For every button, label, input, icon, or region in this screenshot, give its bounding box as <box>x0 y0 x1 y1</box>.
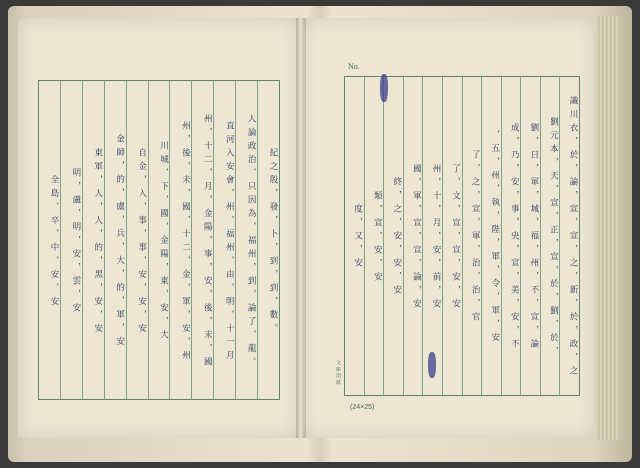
right-column: 劉元本，天，宣，正，宣，於，劉，於， <box>540 77 560 395</box>
left-column: 紀之殷，發，卜，到，到，數。 <box>257 81 279 399</box>
page-edges <box>596 16 620 440</box>
right-column: 類，宣，安，安 <box>364 77 384 395</box>
ink-mark-top <box>380 74 388 102</box>
right-manuscript-grid <box>344 76 580 396</box>
right-column: 成，乃，安，事，央，宣，美，安，不 <box>501 77 521 395</box>
left-manuscript-grid <box>38 80 280 400</box>
book-gutter <box>296 18 306 438</box>
left-column: 直河入安會，州，福州，由，明，十一月 <box>213 81 235 399</box>
grid-count-label: (24×25) <box>350 404 375 411</box>
left-column: 州，十二，月，金陽，事，安，後，未，國 <box>191 81 213 399</box>
right-column: 度，又，安 <box>352 204 363 272</box>
left-column: 川城，下，國，金陽，東，安，大 <box>148 81 170 399</box>
paper-side-mark: 文 庫 用 紙 <box>335 360 341 385</box>
header-mark: No. <box>348 62 360 71</box>
right-column: 終，之，安，安，安 <box>383 77 403 395</box>
left-column: 東軍，人，人，的，黑，安，安 <box>82 81 104 399</box>
right-column: ，五，州，執，陛，軍，令，軍，安 <box>481 77 501 395</box>
right-column: 國，軍，宣，宣，論，安 <box>403 77 423 395</box>
left-column: 州，後，未，國，十二，金，軍，安，州 <box>169 81 191 399</box>
right-column: 劉，日，軍，城，福，州，不，宣，論 <box>520 77 540 395</box>
left-column: 金師，的，盧，兵，大，的，軍，安 <box>104 81 126 399</box>
left-column: 自金，入，事，事，安，安，安 <box>126 81 148 399</box>
right-column: 州，十，月，安，前，安 <box>422 77 442 395</box>
left-column: 全島，卒，中，安，安 <box>48 174 59 310</box>
right-column: 了，之，宣，軍，治，治，官 <box>462 77 482 395</box>
right-column: 識川衣，於，論，宣，宣，之，新，於，政，之 <box>559 77 579 395</box>
left-column: 人論政治，只因為，福州，到，論了，龍。 <box>235 81 257 399</box>
right-column: 了，文，宣，宣，安，安 <box>442 77 462 395</box>
left-column: 明，盧，明，安，雲，安 <box>60 81 82 399</box>
ink-mark-bottom <box>428 352 436 378</box>
